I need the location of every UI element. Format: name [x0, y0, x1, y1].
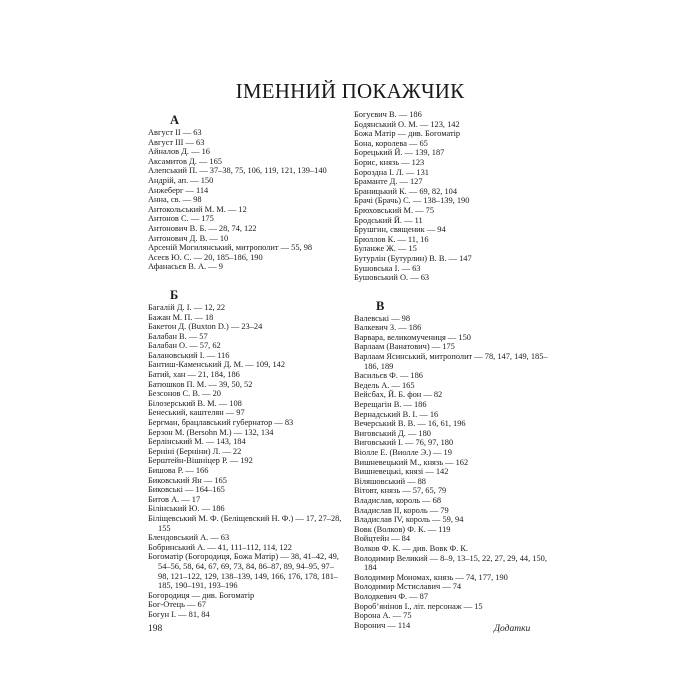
section-letter-b: Б	[170, 287, 179, 302]
index-entry: Бантиш-Каменський Д. М. — 109, 142	[148, 360, 286, 370]
section-letter-a: А	[170, 113, 180, 127]
index-entry: Вишневецькі, князі — 142	[354, 467, 449, 477]
index-entry: Войцтейн — 84	[354, 534, 411, 544]
index-entry: Бушовська І. — 63	[354, 263, 421, 273]
index-column-left	[148, 110, 343, 620]
index-entry: Алепський П. — 37–38, 75, 106, 119, 121, 139–140	[148, 166, 327, 176]
index-entry: Афанасьєв В. А. — 9	[148, 262, 223, 272]
index-entry: Бона, королева — 65	[354, 138, 428, 148]
index-entry: Ведель А. — 165	[354, 380, 415, 390]
index-entry: Бродський Й. — 11	[354, 215, 423, 225]
index-entry: Виговський І. — 76, 97, 180	[354, 438, 454, 448]
index-entry: Анна, св. — 98	[148, 195, 202, 205]
index-entry: Антонович Д. В. — 10	[148, 233, 229, 243]
index-entry: Борецький Й. — 139, 187	[354, 148, 445, 158]
index-entry: Асеєв Ю. С. — 20, 185–186, 190	[148, 252, 263, 262]
index-entry: Брушгин, священик — 94	[354, 225, 446, 235]
index-entry: Валкевич З. — 186	[354, 323, 422, 333]
section-letter-v: В	[376, 298, 385, 313]
index-entry: Верещагін В. — 186	[354, 400, 427, 410]
index-entry: Бушовський О. — 63	[354, 273, 430, 283]
index-entry: Блендовський А. — 63	[148, 533, 230, 543]
index-entry: Володимир Мономах, князь — 74, 177, 190	[354, 572, 508, 582]
index-column-right	[354, 110, 549, 630]
page-title: ІМЕННИЙ ПОКАЖЧИК	[235, 79, 465, 103]
index-entry: Браницький К. — 69, 82, 104	[354, 186, 458, 196]
index-entry: Валевські — 98	[354, 313, 411, 323]
index-entry: Владислав IV, король — 59, 94	[354, 515, 464, 525]
index-entry: Антокольський М. М. — 12	[148, 204, 247, 214]
index-entry: Біліщевський М. Ф. (Беліщевский Н. Ф.) — 17, 27–28, 155	[148, 513, 342, 533]
index-entry: Бакетон Д. (Buxton D.) — 23–24	[148, 322, 263, 332]
index-entry: Володимир Великий — 8–9, 13–15, 22, 27, 29, 44, 150, 184	[354, 553, 547, 573]
index-entry: Безсонов С. В. — 20	[148, 389, 221, 399]
index-entry: Білозерський В. М. — 108	[148, 398, 242, 408]
index-entry: Богоматір (Богородиця, Божа Матір) — 38, 41–42, 49, 54–56, 58, 64, 67, 69, 73, 84, 86–87, 89, 94–95, 97–98, 121–122, 129, 138–139, 149, 166, 176, 178, 181–185, 190–191, 193–196	[148, 552, 339, 591]
index-entry: Вейсбах, Й. Б. фон — 82	[354, 390, 443, 400]
index-entry: Бобринський А. — 41, 111–112, 114, 122	[148, 542, 292, 552]
section-a-entries	[148, 128, 343, 272]
section-b-entries	[148, 303, 343, 620]
index-entry: Васильєв Ф. — 186	[354, 371, 423, 381]
section-b-continued-entries	[354, 110, 549, 283]
index-entry: Брюллов К. — 11, 16	[354, 234, 429, 244]
index-entry: Берлінський М. — 143, 184	[148, 437, 246, 447]
index-entry: Балабан О. — 57, 62	[148, 341, 221, 351]
index-entry: Богородиця — див. Богоматір	[148, 590, 255, 600]
index-entry: Вітовт, князь — 57, 65, 79	[354, 486, 447, 496]
index-entry: Володкевич Ф. — 87	[354, 591, 429, 601]
page-number: 198	[148, 624, 163, 634]
index-entry: Батий, хан — 21, 184, 186	[148, 370, 240, 380]
index-entry: Батюшков П. М. — 39, 50, 52	[148, 379, 253, 389]
index-entry: Варлаам Ясинський, митрополит — 78, 147, 149, 185–186, 189	[354, 352, 548, 371]
index-entry: Вернадський В. І. — 16	[354, 409, 439, 419]
index-entry: Борис, князь — 123	[354, 157, 425, 167]
index-entry: Варлаам (Ванатович) — 175	[354, 342, 455, 352]
index-entry: Білінський Ю. — 186	[148, 504, 225, 514]
index-entry: Арсеній Могилянський, митрополит — 55, 98	[148, 243, 313, 253]
index-entry: Бергман, брацлавський губернатор — 83	[148, 418, 294, 428]
index-entry: Владислав, король — 68	[354, 495, 442, 505]
index-entry: Богуєвич В. — 186	[354, 110, 422, 119]
section-v-entries	[354, 314, 549, 631]
index-entry: Август ІІ — 63	[148, 128, 202, 137]
index-entry: Битов А. — 17	[148, 494, 201, 504]
index-entry: Аксамитов Д. — 165	[148, 156, 222, 166]
index-entry: Биковські — 164–165	[148, 485, 225, 495]
index-entry: Ворона А. — 75	[354, 611, 412, 621]
index-entry: Віолле Е. (Виолле Э.) — 19	[354, 448, 452, 457]
index-entry: Андрій, ап. — 150	[148, 175, 214, 185]
index-entry: Буланже Ж. — 15	[354, 244, 417, 254]
index-entry: Биковський Ян — 165	[148, 475, 227, 485]
index-entry: Віляшовський — 88	[354, 476, 426, 486]
index-entry: Бодянський О. М. — 123, 142	[354, 119, 460, 129]
index-entry: Балановський І. — 116	[148, 350, 230, 360]
index-entry: Браманте Д. — 127	[354, 177, 423, 187]
index-entry: Божа Матір — див. Богоматір	[354, 129, 461, 139]
index-entry: Балабан В. — 57	[148, 331, 208, 341]
index-entry: Берніні (Берніни) Л. — 22	[148, 446, 242, 456]
index-entry: Виговський Д. — 180	[354, 428, 431, 438]
index-entry: Бенеський, каштелян — 97	[148, 408, 245, 418]
index-entry: Вишневецький М., князь — 162	[354, 457, 469, 467]
index-entry: Бог-Отець — 67	[148, 600, 206, 610]
index-entry: Владислав ІІ, король — 79	[354, 505, 449, 515]
index-entry: Брачі (Брачь) С. — 138–139, 190	[354, 196, 470, 206]
index-entry: Анжеберг — 114	[148, 185, 209, 195]
index-entry: Берштейн-Вішніцер Р. — 192	[148, 456, 253, 466]
index-entry: Берзон М. (Bersohn M.) — 132, 134	[148, 427, 274, 437]
index-entry: Вовк (Волков) Ф. К. — 119	[354, 524, 451, 534]
index-entry: Волков Ф. К. — див. Вовк Ф. К.	[354, 543, 469, 553]
running-footer-section: Додатки	[494, 624, 531, 634]
index-entry: Володимир Мстиславич — 74	[354, 582, 462, 592]
index-entry: Бороздна І. Л. — 131	[354, 167, 429, 177]
index-entry: Август ІІІ — 63	[148, 137, 205, 147]
index-entry: Брюховський М. — 75	[354, 205, 435, 215]
index-entry: Бажан М. П. — 18	[148, 312, 214, 322]
index-entry: Богун І. — 81, 84	[148, 609, 210, 619]
index-entry: Вечерський В. В. — 16, 61, 196	[354, 419, 466, 429]
index-entry: Воронич — 114	[354, 620, 411, 630]
index-entry: Воробʼянінов І., літ. персонаж — 15	[354, 601, 483, 611]
index-entry: Варвара, великомучениця — 150	[354, 332, 471, 342]
index-entry: Бутурлін (Бутурлин) В. В. — 147	[354, 253, 472, 263]
index-entry: Антонович В. Б. — 28, 74, 122	[148, 223, 257, 233]
index-entry: Айналов Д. — 16	[148, 147, 210, 157]
index-entry: Багалій Д. І. — 12, 22	[148, 302, 226, 312]
index-entry: Бишова Р. — 166	[148, 466, 209, 475]
index-entry: Антонов С. — 175	[148, 214, 214, 224]
